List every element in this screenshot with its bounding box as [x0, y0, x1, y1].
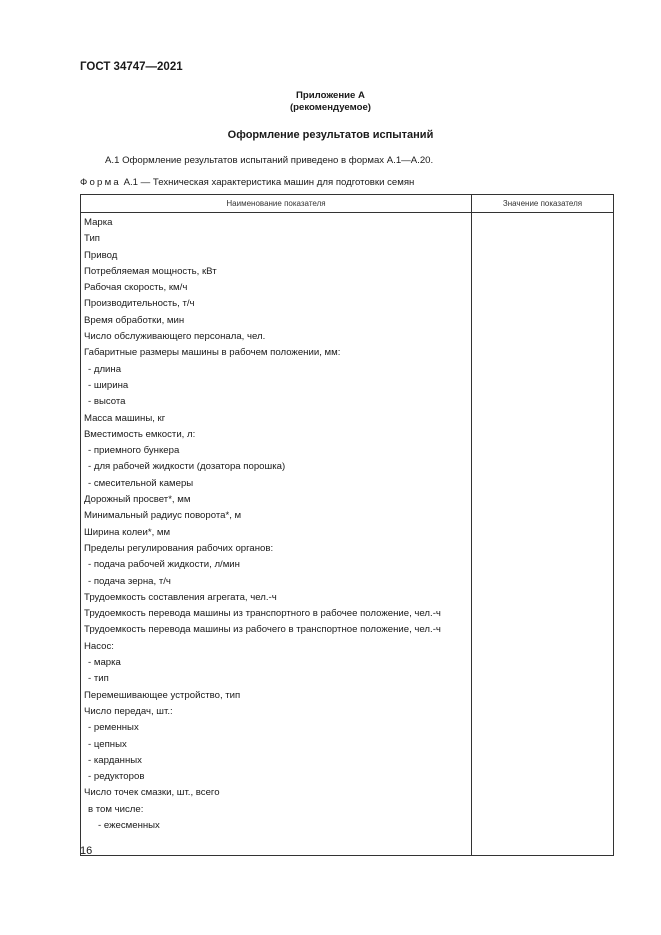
- parameter-values-cell: [472, 213, 614, 856]
- table-row: Дорожный просвет*, мм: [84, 494, 191, 506]
- table-row: - редукторов: [88, 771, 145, 783]
- parameter-list: [81, 213, 471, 834]
- table-header-row: [81, 195, 614, 213]
- table-row: Производительность, т/ч: [84, 298, 195, 310]
- table-row: Ширина колеи*, мм: [84, 526, 171, 538]
- table-row: Вместимость емкости, л:: [84, 428, 196, 440]
- annex-heading: [0, 90, 661, 114]
- table-row: Марка: [84, 217, 113, 228]
- table-row: в том числе:: [88, 803, 144, 815]
- table-row: Число передач, шт.:: [84, 705, 173, 717]
- annex-kind: (рекомендуемое): [289, 102, 371, 113]
- column-header-name: Наименование показателя: [81, 195, 472, 213]
- table-row: - ширина: [88, 379, 129, 391]
- table-row: Минимальный радиус поворота*, м: [84, 510, 242, 522]
- annex-title: Приложение А: [296, 90, 365, 101]
- column-header-value: Значение показателя: [472, 195, 614, 213]
- table-row: - тип: [88, 673, 109, 685]
- parameter-names-cell: [81, 213, 472, 856]
- table-row: Число обслуживающего персонала, чел.: [84, 331, 266, 343]
- intro-paragraph: А.1 Оформление результатов испытаний приведено в формах А.1—А.20.: [105, 155, 434, 166]
- table-row: Привод: [84, 249, 118, 261]
- table-row: Трудоемкость перевода машины из транспортного в рабочее положение, чел.-ч: [84, 608, 441, 620]
- table-row: Габаритные размеры машины в рабочем положении, мм:: [84, 347, 341, 359]
- form-caption-text: А.1 — Техническая характеристика машин для подготовки семян: [123, 177, 415, 188]
- form-caption-word: Форма: [80, 177, 121, 188]
- table-row: - высота: [88, 396, 126, 408]
- standard-code: ГОСТ 34747—2021: [80, 61, 183, 73]
- table-row: Масса машины, кг: [84, 412, 166, 424]
- table-row: Насос:: [84, 640, 114, 652]
- spec-table: [80, 194, 614, 856]
- table-row: - смесительной камеры: [88, 477, 194, 489]
- form-caption: [80, 177, 414, 188]
- table-row: - подача рабочей жидкости, л/мин: [88, 559, 240, 571]
- table-row: - подача зерна, т/ч: [88, 575, 171, 587]
- page-number: 16: [80, 845, 93, 857]
- table-body-row: [81, 213, 614, 856]
- table-row: - ежесменных: [98, 819, 160, 831]
- table-row: - длина: [88, 363, 122, 375]
- table-row: Число точек смазки, шт., всего: [84, 787, 220, 799]
- table-row: - ременных: [88, 722, 139, 734]
- table-row: Трудоемкость составления агрегата, чел.-ч: [84, 591, 277, 603]
- table-row: - марка: [88, 657, 121, 669]
- table-row: - карданных: [88, 754, 142, 766]
- table-row: - цепных: [88, 738, 127, 750]
- table-row: Трудоемкость перевода машины из рабочего в транспортное положение, чел.-ч: [84, 624, 441, 636]
- section-title: Оформление результатов испытаний: [227, 129, 434, 141]
- table-row: Потребляемая мощность, кВт: [84, 265, 217, 277]
- table-row: - приемного бункера: [88, 445, 180, 457]
- table-row: Рабочая скорость, км/ч: [84, 282, 188, 294]
- table-row: - для рабочей жидкости (дозатора порошка): [88, 461, 286, 473]
- table-row: Перемешивающее устройство, тип: [84, 689, 241, 701]
- table-row: Время обработки, мин: [84, 314, 185, 326]
- table-row: Тип: [84, 233, 100, 245]
- table-row: Пределы регулирования рабочих органов:: [84, 542, 274, 554]
